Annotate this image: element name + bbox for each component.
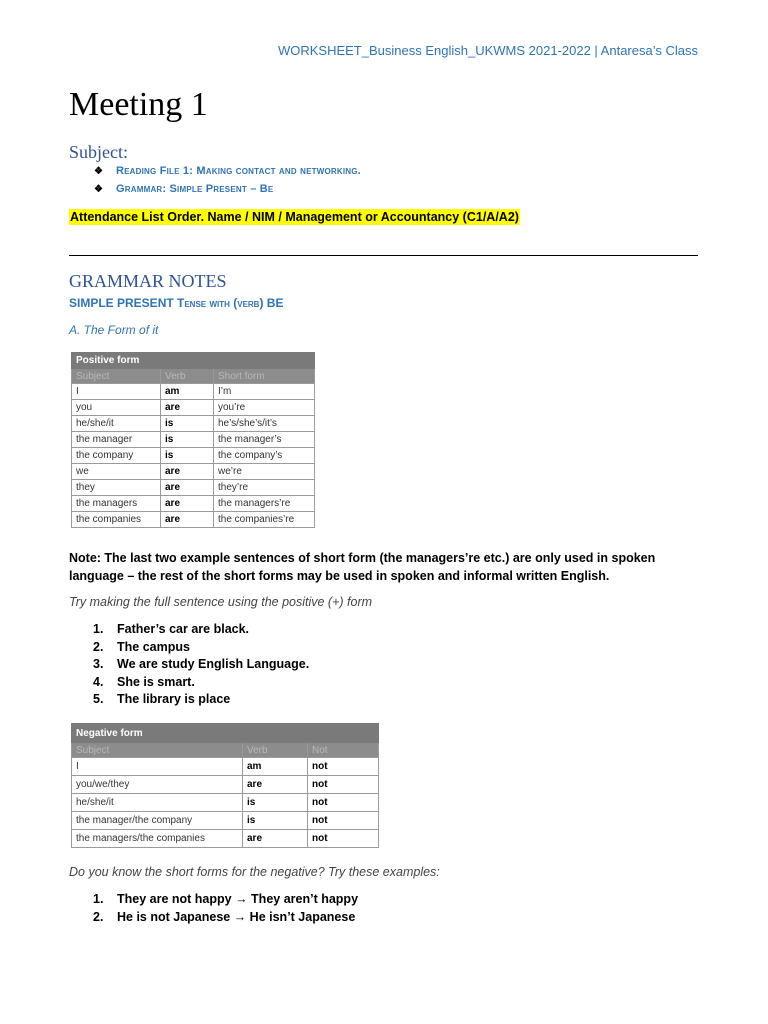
subject-cell: I xyxy=(72,384,161,400)
negative-form-table xyxy=(71,723,379,848)
short-form-cell: the company’s xyxy=(214,448,315,464)
diamond-bullet-icon: ❖ xyxy=(94,166,104,177)
verb-cell: is xyxy=(243,812,308,830)
subject-cell: you/we/they xyxy=(72,776,243,794)
column-header: Subject xyxy=(72,743,243,758)
verb-cell: are xyxy=(161,400,214,416)
grammar-notes-heading: GRAMMAR NOTES xyxy=(69,271,227,291)
not-cell: not xyxy=(308,758,379,776)
horizontal-divider xyxy=(69,255,698,256)
table-row xyxy=(72,776,379,794)
list-item xyxy=(69,675,309,693)
item-number: 3. xyxy=(93,657,104,671)
subject-cell: we xyxy=(72,464,161,480)
item-text: She is smart. xyxy=(117,674,195,689)
list-item xyxy=(69,622,309,640)
verb-cell: are xyxy=(243,776,308,794)
subject-item-text: Reading File 1: Making contact and networking. xyxy=(116,165,361,177)
item-number: 1. xyxy=(93,622,104,636)
verb-cell: are xyxy=(161,496,214,512)
list-item xyxy=(69,692,309,710)
column-header: Not xyxy=(308,743,379,758)
item-number: 4. xyxy=(93,674,104,689)
not-cell: not xyxy=(308,776,379,794)
table-row xyxy=(72,464,315,480)
short-form-cell: we’re xyxy=(214,464,315,480)
subject-cell: he/she/it xyxy=(72,794,243,812)
subject-list xyxy=(94,165,361,201)
item-number: 2. xyxy=(93,639,104,654)
table-row xyxy=(72,416,315,432)
item-text: He is not Japanese → He isn’t Japanese xyxy=(117,909,356,924)
negative-exercise-list xyxy=(69,892,358,927)
page-header: WORKSHEET_Business English_UKWMS 2021-2022 | Antaresa’s Class xyxy=(277,43,698,58)
verb-cell: are xyxy=(161,512,214,528)
item-text: The library is place xyxy=(117,692,231,706)
item-text: The campus xyxy=(117,639,190,654)
short-form-cell: they’re xyxy=(214,480,315,496)
verb-cell: is xyxy=(161,432,214,448)
subject-cell: the manager xyxy=(72,432,161,448)
subject-cell: the managers/the companies xyxy=(72,830,243,848)
negative-exercise-instruction: Do you know the short forms for the negative? Try these examples: xyxy=(69,865,440,879)
short-form-cell: the manager’s xyxy=(214,432,315,448)
short-form-cell: you’re xyxy=(214,400,315,416)
verb-cell: are xyxy=(161,464,214,480)
subject-item xyxy=(94,165,361,183)
not-cell: not xyxy=(308,812,379,830)
verb-cell: are xyxy=(243,830,308,848)
table-row xyxy=(72,400,315,416)
subject-cell: he/she/it xyxy=(72,416,161,432)
verb-cell: is xyxy=(161,416,214,432)
column-header: Subject xyxy=(72,369,161,384)
table-caption: Positive form xyxy=(72,353,315,369)
list-item xyxy=(69,892,358,910)
positive-form-table xyxy=(71,352,315,528)
table-row xyxy=(72,496,315,512)
subject-cell: the managers xyxy=(72,496,161,512)
positive-exercise-list xyxy=(69,622,309,710)
verb-cell: is xyxy=(243,794,308,812)
verb-cell: is xyxy=(161,448,214,464)
item-number: 5. xyxy=(93,692,104,706)
subject-cell: the manager/the company xyxy=(72,812,243,830)
subject-cell: I xyxy=(72,758,243,776)
item-number: 1. xyxy=(93,892,104,906)
table-row xyxy=(72,384,315,400)
short-form-cell: the managers’re xyxy=(214,496,315,512)
subject-item xyxy=(94,183,361,201)
list-item xyxy=(69,657,309,675)
diamond-bullet-icon: ❖ xyxy=(94,184,104,195)
subject-cell: you xyxy=(72,400,161,416)
verb-cell: am xyxy=(161,384,214,400)
subject-cell: the companies xyxy=(72,512,161,528)
item-text: They are not happy → They aren’t happy xyxy=(117,892,359,906)
item-text: Father’s car are black. xyxy=(117,622,250,636)
positive-exercise-instruction: Try making the full sentence using the positive (+) form xyxy=(69,595,373,609)
table-row xyxy=(72,432,315,448)
subject-heading: Subject: xyxy=(69,142,128,162)
verb-cell: are xyxy=(161,480,214,496)
subject-cell: the company xyxy=(72,448,161,464)
short-form-cell: he’s/she’s/it’s xyxy=(214,416,315,432)
table-row xyxy=(72,448,315,464)
item-number: 2. xyxy=(93,909,104,924)
short-form-cell: the companies’re xyxy=(214,512,315,528)
item-text: We are study English Language. xyxy=(117,657,310,671)
table-row xyxy=(72,512,315,528)
table-row xyxy=(72,794,379,812)
subject-cell: they xyxy=(72,480,161,496)
table-row xyxy=(72,830,379,848)
form-subheading: A. The Form of it xyxy=(69,323,159,337)
not-cell: not xyxy=(308,830,379,848)
simple-present-heading: SIMPLE PRESENT Tense with (verb) BE xyxy=(69,296,284,310)
table-row xyxy=(72,480,315,496)
verb-cell: am xyxy=(243,758,308,776)
not-cell: not xyxy=(308,794,379,812)
list-item xyxy=(69,640,309,658)
column-header: Short form xyxy=(214,369,315,384)
table-caption: Negative form xyxy=(72,724,379,743)
list-item xyxy=(69,910,358,928)
attendance-instruction: Attendance List Order. Name / NIM / Management or Accountancy (C1/A/A2) xyxy=(70,210,519,224)
table-row xyxy=(72,758,379,776)
subject-item-text: Grammar: Simple Present – Be xyxy=(116,183,274,195)
short-form-cell: I’m xyxy=(214,384,315,400)
column-header: Verb xyxy=(243,743,308,758)
table-row xyxy=(72,812,379,830)
page-title: Meeting 1 xyxy=(69,86,208,123)
note-paragraph: Note: The last two example sentences of short form (the managers’re etc.) are only used in spoken language – the rest of the short forms may be used in spoken and informal written English. xyxy=(69,551,656,583)
column-header: Verb xyxy=(161,369,214,384)
